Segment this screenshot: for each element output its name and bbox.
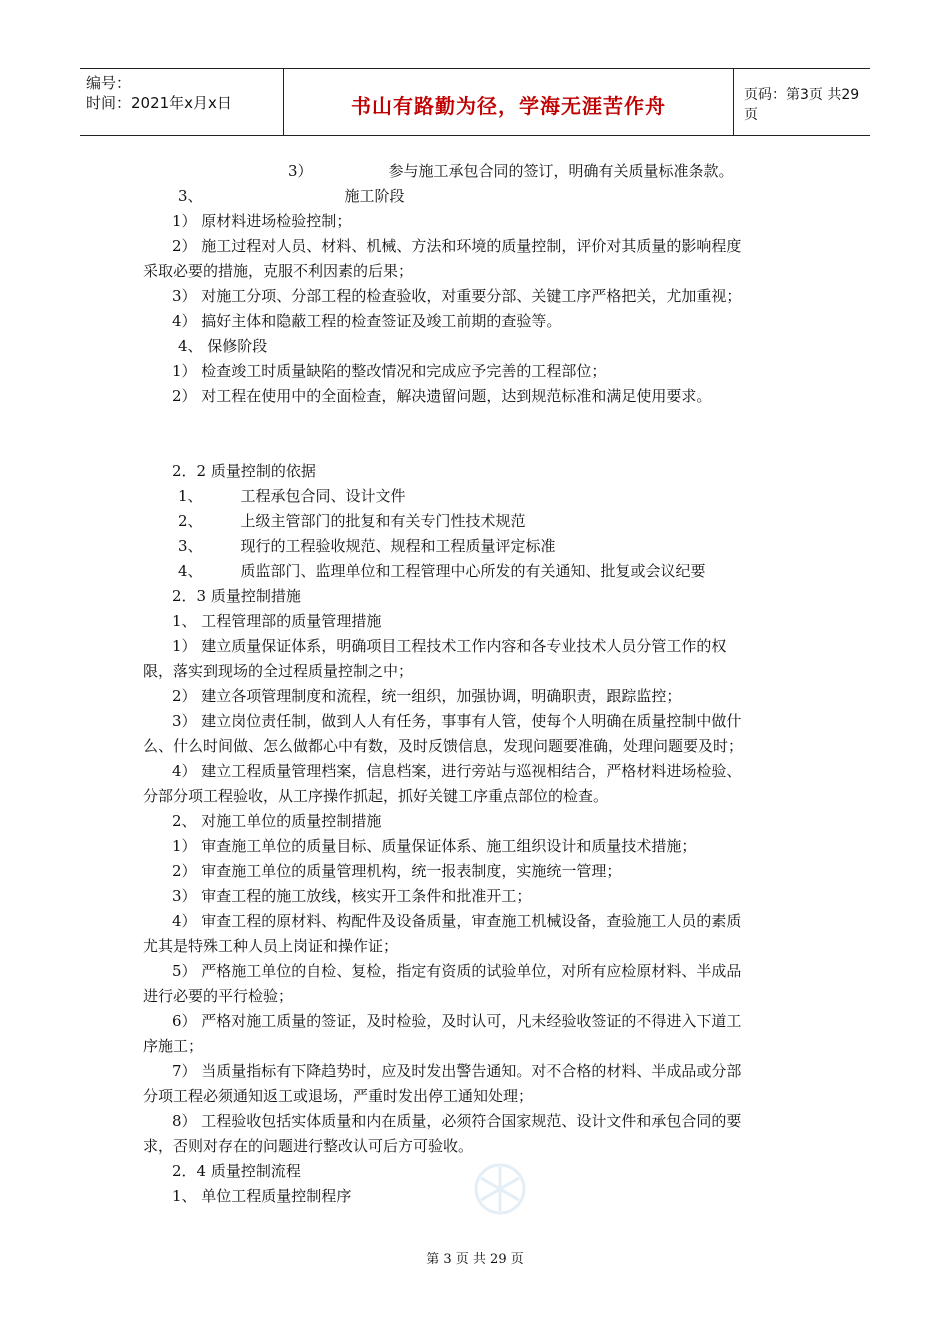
body-line: 5） 严格施工单位的自检、复检，指定有资质的试验单位，对所有应检原材料、半成品 xyxy=(172,962,742,980)
body-line: 序施工； xyxy=(143,1037,204,1055)
section-heading: 2．3 质量控制措施 xyxy=(172,587,301,605)
body-line: 2） 建立各项管理制度和流程，统一组织，加强协调，明确职责，跟踪监控； xyxy=(172,687,682,705)
body-line: 2、 上级主管部门的批复和有关专门性技术规范 xyxy=(178,512,526,530)
body-line: 尤其是特殊工种人员上岗证和操作证； xyxy=(143,937,399,955)
body-line: 采取必要的措施，克服不利因素的后果； xyxy=(143,262,414,280)
body-line: 分部分项工程验收，从工序操作抓起，抓好关键工序重点部位的检查。 xyxy=(143,787,609,805)
page-header xyxy=(80,68,870,136)
body-line: 6） 严格对施工质量的签证，及时检验，及时认可，凡未经验收签证的不得进入下道工 xyxy=(172,1012,742,1030)
page-footer: 第 3 页 共 29 页 xyxy=(426,1252,524,1267)
body-line: 2） 审查施工单位的质量管理机构，统一报表制度，实施统一管理； xyxy=(172,862,622,880)
body-line: 限，落实到现场的全过程质量控制之中； xyxy=(143,662,414,680)
body-line: 1） 审查施工单位的质量目标、质量保证体系、施工组织设计和质量技术措施； xyxy=(172,837,697,855)
body-line: 2） 对工程在使用中的全面检查，解决遗留问题，达到规范标准和满足使用要求。 xyxy=(172,387,712,405)
section-heading: 4、 保修阶段 xyxy=(178,337,268,355)
body-line: 4） 搞好主体和隐蔽工程的检查签证及竣工前期的查验等。 xyxy=(172,312,562,330)
header-page-info: 页码：第3页 共29页 xyxy=(744,87,860,123)
body-line: 3） 建立岗位责任制，做到人人有任务，事事有人管，使每个人明确在质量控制中做什 xyxy=(172,712,742,730)
body-line: 么、什么时间做、怎么做都心中有数，及时反馈信息，发现问题要准确，处理问题要及时； xyxy=(143,737,744,755)
body-line: 4） 建立工程质量管理档案，信息档案，进行旁站与巡视相结合，严格材料进场检验、 xyxy=(172,762,742,780)
body-line: 3） 参与施工承包合同的签订，明确有关质量标准条款。 xyxy=(288,162,734,180)
header-motto: 书山有路勤为径，学海无涯苦作舟 xyxy=(284,69,734,135)
sub-heading: 1、 单位工程质量控制程序 xyxy=(172,1187,352,1205)
sub-heading: 2、 对施工单位的质量控制措施 xyxy=(172,812,382,830)
body-line: 1） 原材料进场检验控制； xyxy=(172,212,352,230)
body-line: 1） 建立质量保证体系，明确项目工程技术工作内容和各专业技术人员分管工作的权 xyxy=(172,637,727,655)
body-line: 2） 施工过程对人员、材料、机械、方法和环境的质量控制，评价对其质量的影响程度 xyxy=(172,237,742,255)
sub-heading: 1、 工程管理部的质量管理措施 xyxy=(172,612,382,630)
body-line: 1、 工程承包合同、设计文件 xyxy=(178,487,406,505)
body-line: 3、 现行的工程验收规范、规程和工程质量评定标准 xyxy=(178,537,556,555)
section-heading: 2．4 质量控制流程 xyxy=(172,1162,301,1180)
body-line: 分项工程必须通知返工或退场，严重时发出停工通知处理； xyxy=(143,1087,534,1105)
body-line: 求，否则对存在的问题进行整改认可后方可验收。 xyxy=(143,1137,474,1155)
header-meta xyxy=(80,69,284,135)
section-heading: 2．2 质量控制的依据 xyxy=(172,462,316,480)
document-date: 时间：2021年x月x日 xyxy=(86,94,232,112)
document-number-label: 编号： xyxy=(86,74,132,92)
body-line: 7） 当质量指标有下降趋势时，应及时发出警告通知。对不合格的材料、半成品或分部 xyxy=(172,1062,742,1080)
body-line: 1） 检查竣工时质量缺陷的整改情况和完成应予完善的工程部位； xyxy=(172,362,607,380)
body-line: 3） 对施工分项、分部工程的检查验收，对重要分部、关键工序严格把关，尤加重视； xyxy=(172,287,742,305)
body-line: 4、 质监部门、监理单位和工程管理中心所发的有关通知、批复或会议纪要 xyxy=(178,562,706,580)
body-line: 3） 审查工程的施工放线，核实开工条件和批准开工； xyxy=(172,887,532,905)
body-line: 8） 工程验收包括实体质量和内在质量，必须符合国家规范、设计文件和承包合同的要 xyxy=(172,1112,742,1130)
section-heading: 3、 施工阶段 xyxy=(178,187,405,205)
watermark-snowflake-icon xyxy=(462,1158,538,1220)
body-line: 进行必要的平行检验； xyxy=(143,987,294,1005)
body-line: 4） 审查工程的原材料、构配件及设备质量，审查施工机械设备，查验施工人员的素质 xyxy=(172,912,742,930)
